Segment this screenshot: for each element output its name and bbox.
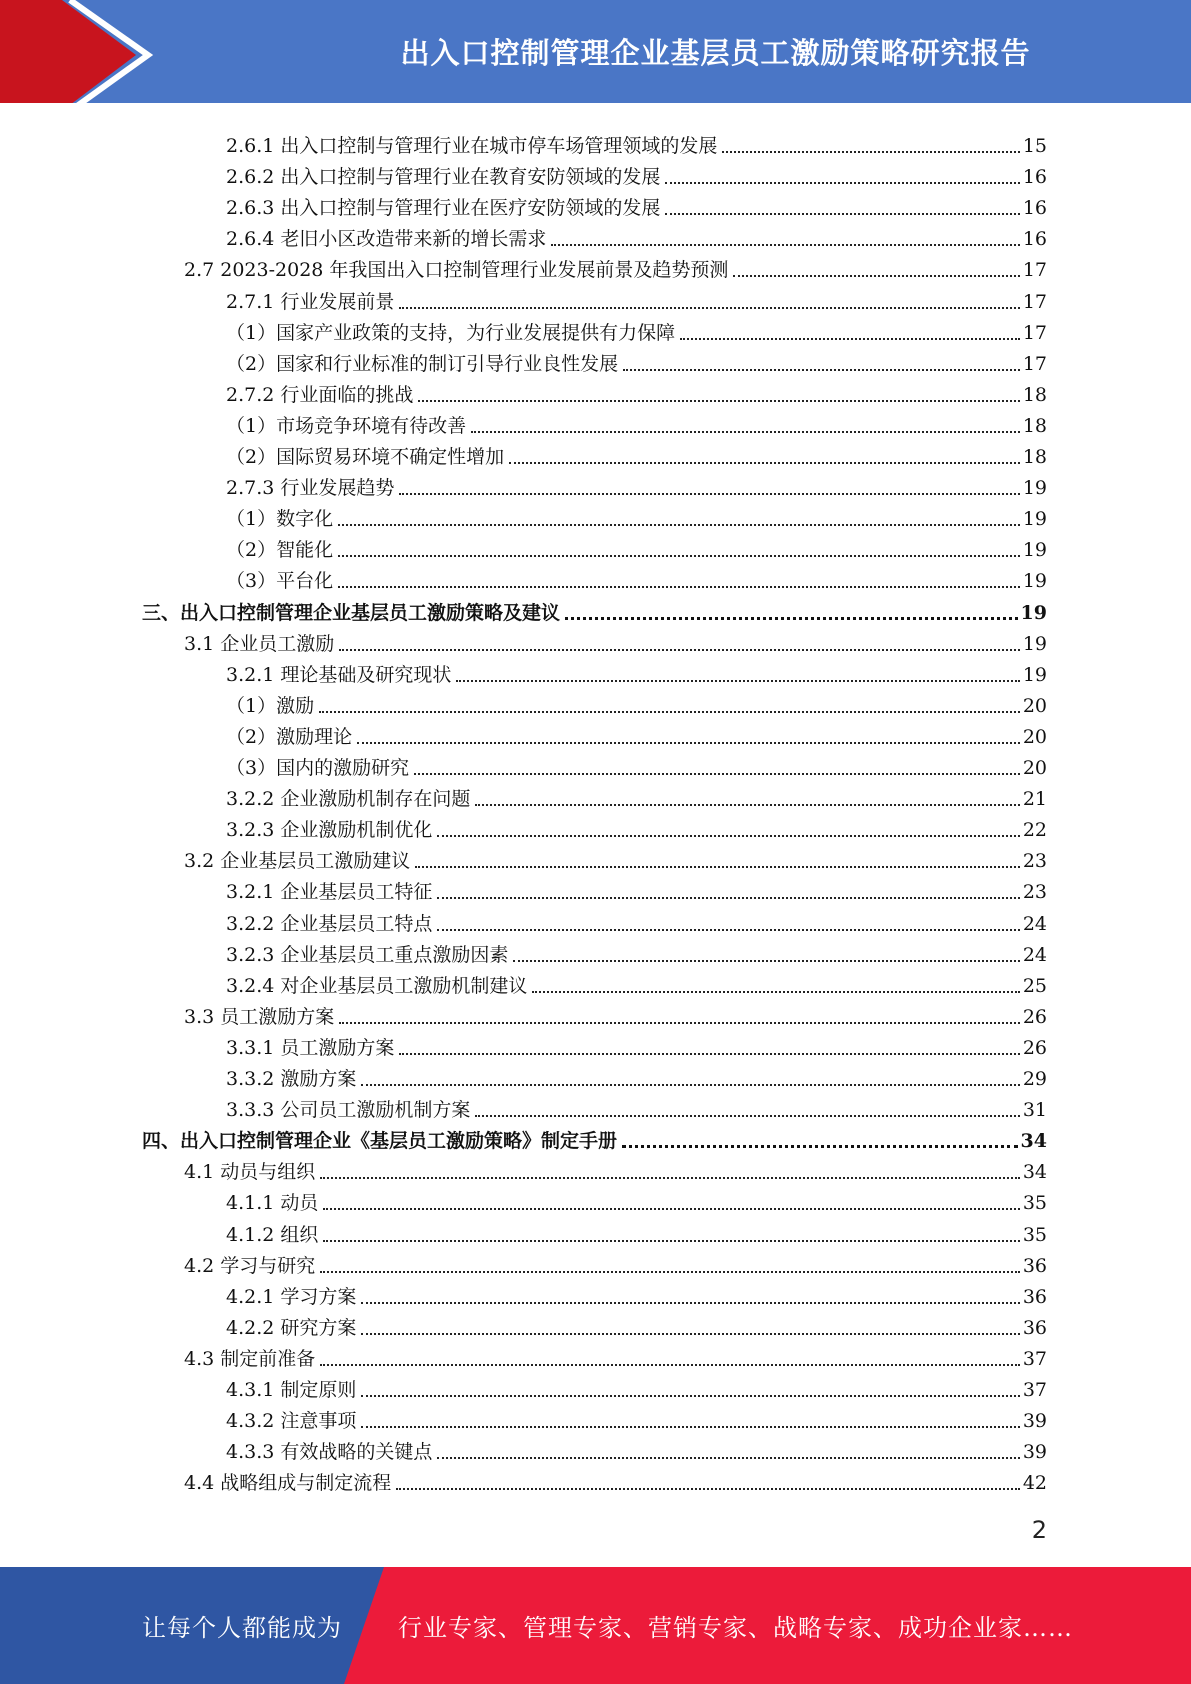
toc-entry[interactable] [226,1185,1047,1216]
toc-entry-label: 3.2.3 企业激励机制优化 [226,819,433,842]
toc-dot-leader [471,431,1020,433]
toc-entry-label: 4.3.2 注意事项 [226,1410,357,1433]
toc-entry[interactable] [184,843,1047,874]
toc-entry[interactable] [226,657,1047,688]
toc-entry[interactable] [226,284,1047,315]
toc-dot-leader [415,866,1020,868]
toc-entry-page: 42 [1022,1472,1047,1495]
toc-dot-leader [551,244,1019,246]
toc-dot-leader [437,897,1019,899]
toc-entry-page: 26 [1022,1005,1047,1028]
page-number: 2 [1031,1516,1047,1544]
toc-dot-leader [399,1053,1019,1055]
toc-entry-page: 34 [1020,1130,1047,1153]
toc-entry-page: 19 [1020,601,1047,624]
toc-dot-leader [339,1022,1020,1024]
toc-dot-leader [399,307,1019,309]
toc-dot-leader [513,960,1019,962]
toc-dot-leader [565,617,1018,620]
footer-slogan-left: 让每个人都能成为 [142,1614,342,1642]
toc-entry[interactable] [184,999,1047,1030]
toc-entry[interactable] [226,874,1047,905]
toc-dot-leader [665,213,1019,215]
toc-entry-label: 2.6.2 出入口控制与管理行业在教育安防领域的发展 [226,166,661,189]
toc-entry-page: 39 [1022,1441,1047,1464]
toc-entry-label: 4.1 动员与组织 [184,1161,316,1184]
toc-entry[interactable] [226,439,1047,470]
toc-entry[interactable] [226,1217,1047,1248]
toc-entry-label: 4.2 学习与研究 [184,1254,316,1277]
toc-entry[interactable] [226,501,1047,532]
toc-entry-label: 3.1 企业员工激励 [184,632,335,655]
toc-entry-label: （3）国内的激励研究 [226,757,410,779]
toc-entry[interactable] [226,1061,1047,1092]
toc-dot-leader [361,1426,1019,1428]
toc-entry-page: 24 [1022,943,1047,966]
toc-dot-leader [665,182,1019,184]
toc-entry-page: 35 [1022,1223,1047,1246]
toc-entry[interactable] [226,563,1047,594]
toc-entry-label: 4.1.2 组织 [226,1223,319,1246]
toc-dot-leader [399,493,1019,495]
toc-entry[interactable] [226,377,1047,408]
toc-entry-label: 4.3 制定前准备 [184,1347,316,1370]
toc-entry-page: 18 [1022,414,1047,437]
toc-entry[interactable] [226,968,1047,999]
toc-entry-page: 20 [1022,725,1047,748]
toc-dot-leader [357,742,1020,744]
toc-dot-leader [475,1115,1019,1117]
toc-entry[interactable] [142,1123,1047,1154]
toc-entry-label: 3.2.1 企业基层员工特征 [226,881,433,904]
toc-entry-label: （2）国家和行业标准的制订引导行业良性发展 [226,352,619,375]
toc-dot-leader [733,275,1019,277]
toc-dot-leader [338,555,1020,557]
toc-entry-page: 16 [1022,166,1047,189]
toc-dot-leader [437,835,1019,837]
toc-entry-page: 20 [1022,757,1047,779]
toc-entry-label: 2.7.1 行业发展前景 [226,290,395,313]
toc-dot-leader [532,991,1019,993]
toc-dot-leader [456,680,1019,682]
toc-entry[interactable] [226,532,1047,563]
toc-entry-page: 17 [1022,352,1047,375]
toc-entry[interactable] [226,1279,1047,1310]
toc-entry-label: 3.2.4 对企业基层员工激励机制建议 [226,974,528,997]
toc-entry-page: 34 [1022,1161,1047,1184]
toc-entry[interactable] [226,1372,1047,1403]
toc-entry[interactable] [226,190,1047,221]
toc-entry-page: 15 [1022,135,1047,157]
toc-entry-label: 4.2.2 研究方案 [226,1316,357,1339]
toc-entry-label: 3.2.1 理论基础及研究现状 [226,663,452,686]
toc-entry[interactable] [226,688,1047,719]
toc-dot-leader [361,1084,1019,1086]
toc-dot-leader [396,1488,1020,1490]
toc-entry[interactable] [226,128,1047,159]
toc-dot-leader [338,524,1020,526]
toc-entry-page: 19 [1022,477,1047,500]
toc-entry-page: 36 [1022,1285,1047,1308]
toc-entry[interactable] [226,1403,1047,1434]
toc-entry-label: （1）国家产业政策的支持，为行业发展提供有力保障 [226,321,676,344]
toc-entry-label: 3.2.2 企业基层员工特点 [226,912,433,935]
toc-entry-page: 17 [1022,321,1047,344]
toc-entry[interactable] [184,252,1047,283]
toc-dot-leader [722,151,1019,153]
toc-entry-label: 4.3.3 有效战略的关键点 [226,1441,433,1464]
toc-dot-leader [623,369,1020,371]
toc-entry[interactable] [226,1030,1047,1061]
toc-entry-label: （2）激励理论 [226,725,353,748]
toc-dot-leader [320,1177,1020,1179]
toc-dot-leader [437,929,1019,931]
toc-dot-leader [338,586,1020,588]
toc-entry[interactable] [226,719,1047,750]
toc-entry-page: 21 [1022,788,1047,811]
toc-entry-page: 19 [1022,632,1047,655]
toc-entry[interactable] [142,595,1047,626]
toc-entry-label: 四、出入口控制管理企业《基层员工激励策略》制定手册 [142,1130,618,1153]
header-banner [0,0,1191,111]
toc-entry[interactable] [226,159,1047,190]
toc-entry[interactable] [184,1248,1047,1279]
toc-dot-leader [509,462,1020,464]
toc-entry-label: 3.2 企业基层员工激励建议 [184,850,411,873]
toc-entry[interactable] [226,937,1047,968]
toc-dot-leader [361,1333,1019,1335]
toc-entry-label: 3.2.3 企业基层员工重点激励因素 [226,943,509,966]
toc-entry-label: 4.4 战略组成与制定流程 [184,1472,392,1495]
toc-entry[interactable] [226,1310,1047,1341]
toc-entry-page: 23 [1022,850,1047,873]
toc-entry-page: 24 [1022,912,1047,935]
toc-entry-label: 4.1.1 动员 [226,1192,319,1215]
toc-entry-label: 3.3.2 激励方案 [226,1068,357,1090]
toc-dot-leader [323,1240,1019,1242]
toc-entry-page: 18 [1022,383,1047,406]
toc-dot-leader [418,400,1019,402]
toc-entry-page: 19 [1022,663,1047,686]
toc-entry-label: （1）数字化 [226,508,334,531]
toc-dot-leader [323,1208,1019,1210]
toc-entry-label: 4.3.1 制定原则 [226,1379,357,1401]
toc-dot-leader [622,1145,1018,1148]
toc-entry[interactable] [184,1341,1047,1372]
toc-entry-label: 3.3.3 公司员工激励机制方案 [226,1099,471,1122]
toc-entry-label: 2.7.2 行业面临的挑战 [226,383,414,406]
toc-dot-leader [320,1271,1020,1273]
toc-entry-page: 19 [1022,570,1047,593]
toc-entry[interactable] [226,906,1047,937]
toc-entry-label: 三、出入口控制管理企业基层员工激励策略及建议 [142,601,561,624]
toc-entry-page: 37 [1022,1347,1047,1370]
toc-entry[interactable] [184,626,1047,657]
toc-entry-label: （2）智能化 [226,539,334,562]
toc-entry-label: （3）平台化 [226,570,334,593]
toc-entry[interactable] [226,781,1047,812]
toc-entry[interactable] [184,1465,1047,1496]
toc-entry-page: 22 [1022,819,1047,842]
toc-entry-page: 17 [1022,290,1047,313]
toc-dot-leader [339,649,1020,651]
toc-entry-page: 26 [1022,1036,1047,1059]
toc-entry-label: 2.6.4 老旧小区改造带来新的增长需求 [226,228,547,251]
toc-entry-label: 2.7.3 行业发展趋势 [226,477,395,500]
toc-entry-label: （1）激励 [226,694,315,717]
toc-entry[interactable] [226,346,1047,377]
toc-entry-page: 36 [1022,1316,1047,1339]
toc-entry-label: 4.2.1 学习方案 [226,1285,357,1308]
toc-entry[interactable] [226,221,1047,252]
toc-entry-page: 37 [1022,1379,1047,1401]
toc-entry-page: 23 [1022,881,1047,904]
toc-entry-page: 16 [1022,197,1047,220]
toc-entry-page: 29 [1022,1068,1047,1090]
toc-entry-label: 3.3.1 员工激励方案 [226,1036,395,1059]
toc-entry-page: 35 [1022,1192,1047,1215]
footer-slogan-right: 行业专家、管理专家、营销专家、战略专家、成功企业家…… [398,1614,1073,1642]
toc-entry-page: 36 [1022,1254,1047,1277]
toc-dot-leader [437,1457,1019,1459]
toc-entry-page: 19 [1022,539,1047,562]
toc-dot-leader [680,338,1020,340]
toc-entry[interactable] [226,812,1047,843]
report-title: 出入口控制管理企业基层员工激励策略研究报告 [400,36,1031,70]
toc-dot-leader [319,711,1020,713]
toc-dot-leader [361,1302,1019,1304]
toc-entry-page: 18 [1022,446,1047,468]
toc-entry[interactable] [226,1092,1047,1123]
toc-entry[interactable] [226,408,1047,439]
toc-entry-page: 16 [1022,228,1047,251]
toc-dot-leader [361,1395,1019,1397]
toc-entry[interactable] [226,315,1047,346]
toc-entry[interactable] [226,1434,1047,1465]
toc-entry-label: 2.7 2023-2028 年我国出入口控制管理行业发展前景及趋势预测 [184,259,729,282]
toc-entry-page: 19 [1022,508,1047,531]
toc-entry-label: 2.6.3 出入口控制与管理行业在医疗安防领域的发展 [226,197,661,220]
toc-dot-leader [414,773,1020,775]
toc-dot-leader [475,804,1019,806]
footer-banner [0,1567,1191,1684]
toc-entry-label: 3.2.2 企业激励机制存在问题 [226,788,471,811]
toc-entry-label: （1）市场竞争环境有待改善 [226,414,467,437]
toc-entry-page: 39 [1022,1410,1047,1433]
toc-entry[interactable] [226,470,1047,501]
toc-entry-label: 2.6.1 出入口控制与管理行业在城市停车场管理领域的发展 [226,135,718,157]
toc-entry-page: 17 [1022,259,1047,282]
toc-dot-leader [320,1364,1020,1366]
toc-entry-page: 20 [1022,694,1047,717]
toc-entry-label: （2）国际贸易环境不确定性增加 [226,446,505,468]
toc-entry[interactable] [226,750,1047,781]
toc-entry-label: 3.3 员工激励方案 [184,1005,335,1028]
toc-entry[interactable] [184,1154,1047,1185]
toc-entry-page: 31 [1022,1099,1047,1122]
toc-entry-page: 25 [1022,974,1047,997]
